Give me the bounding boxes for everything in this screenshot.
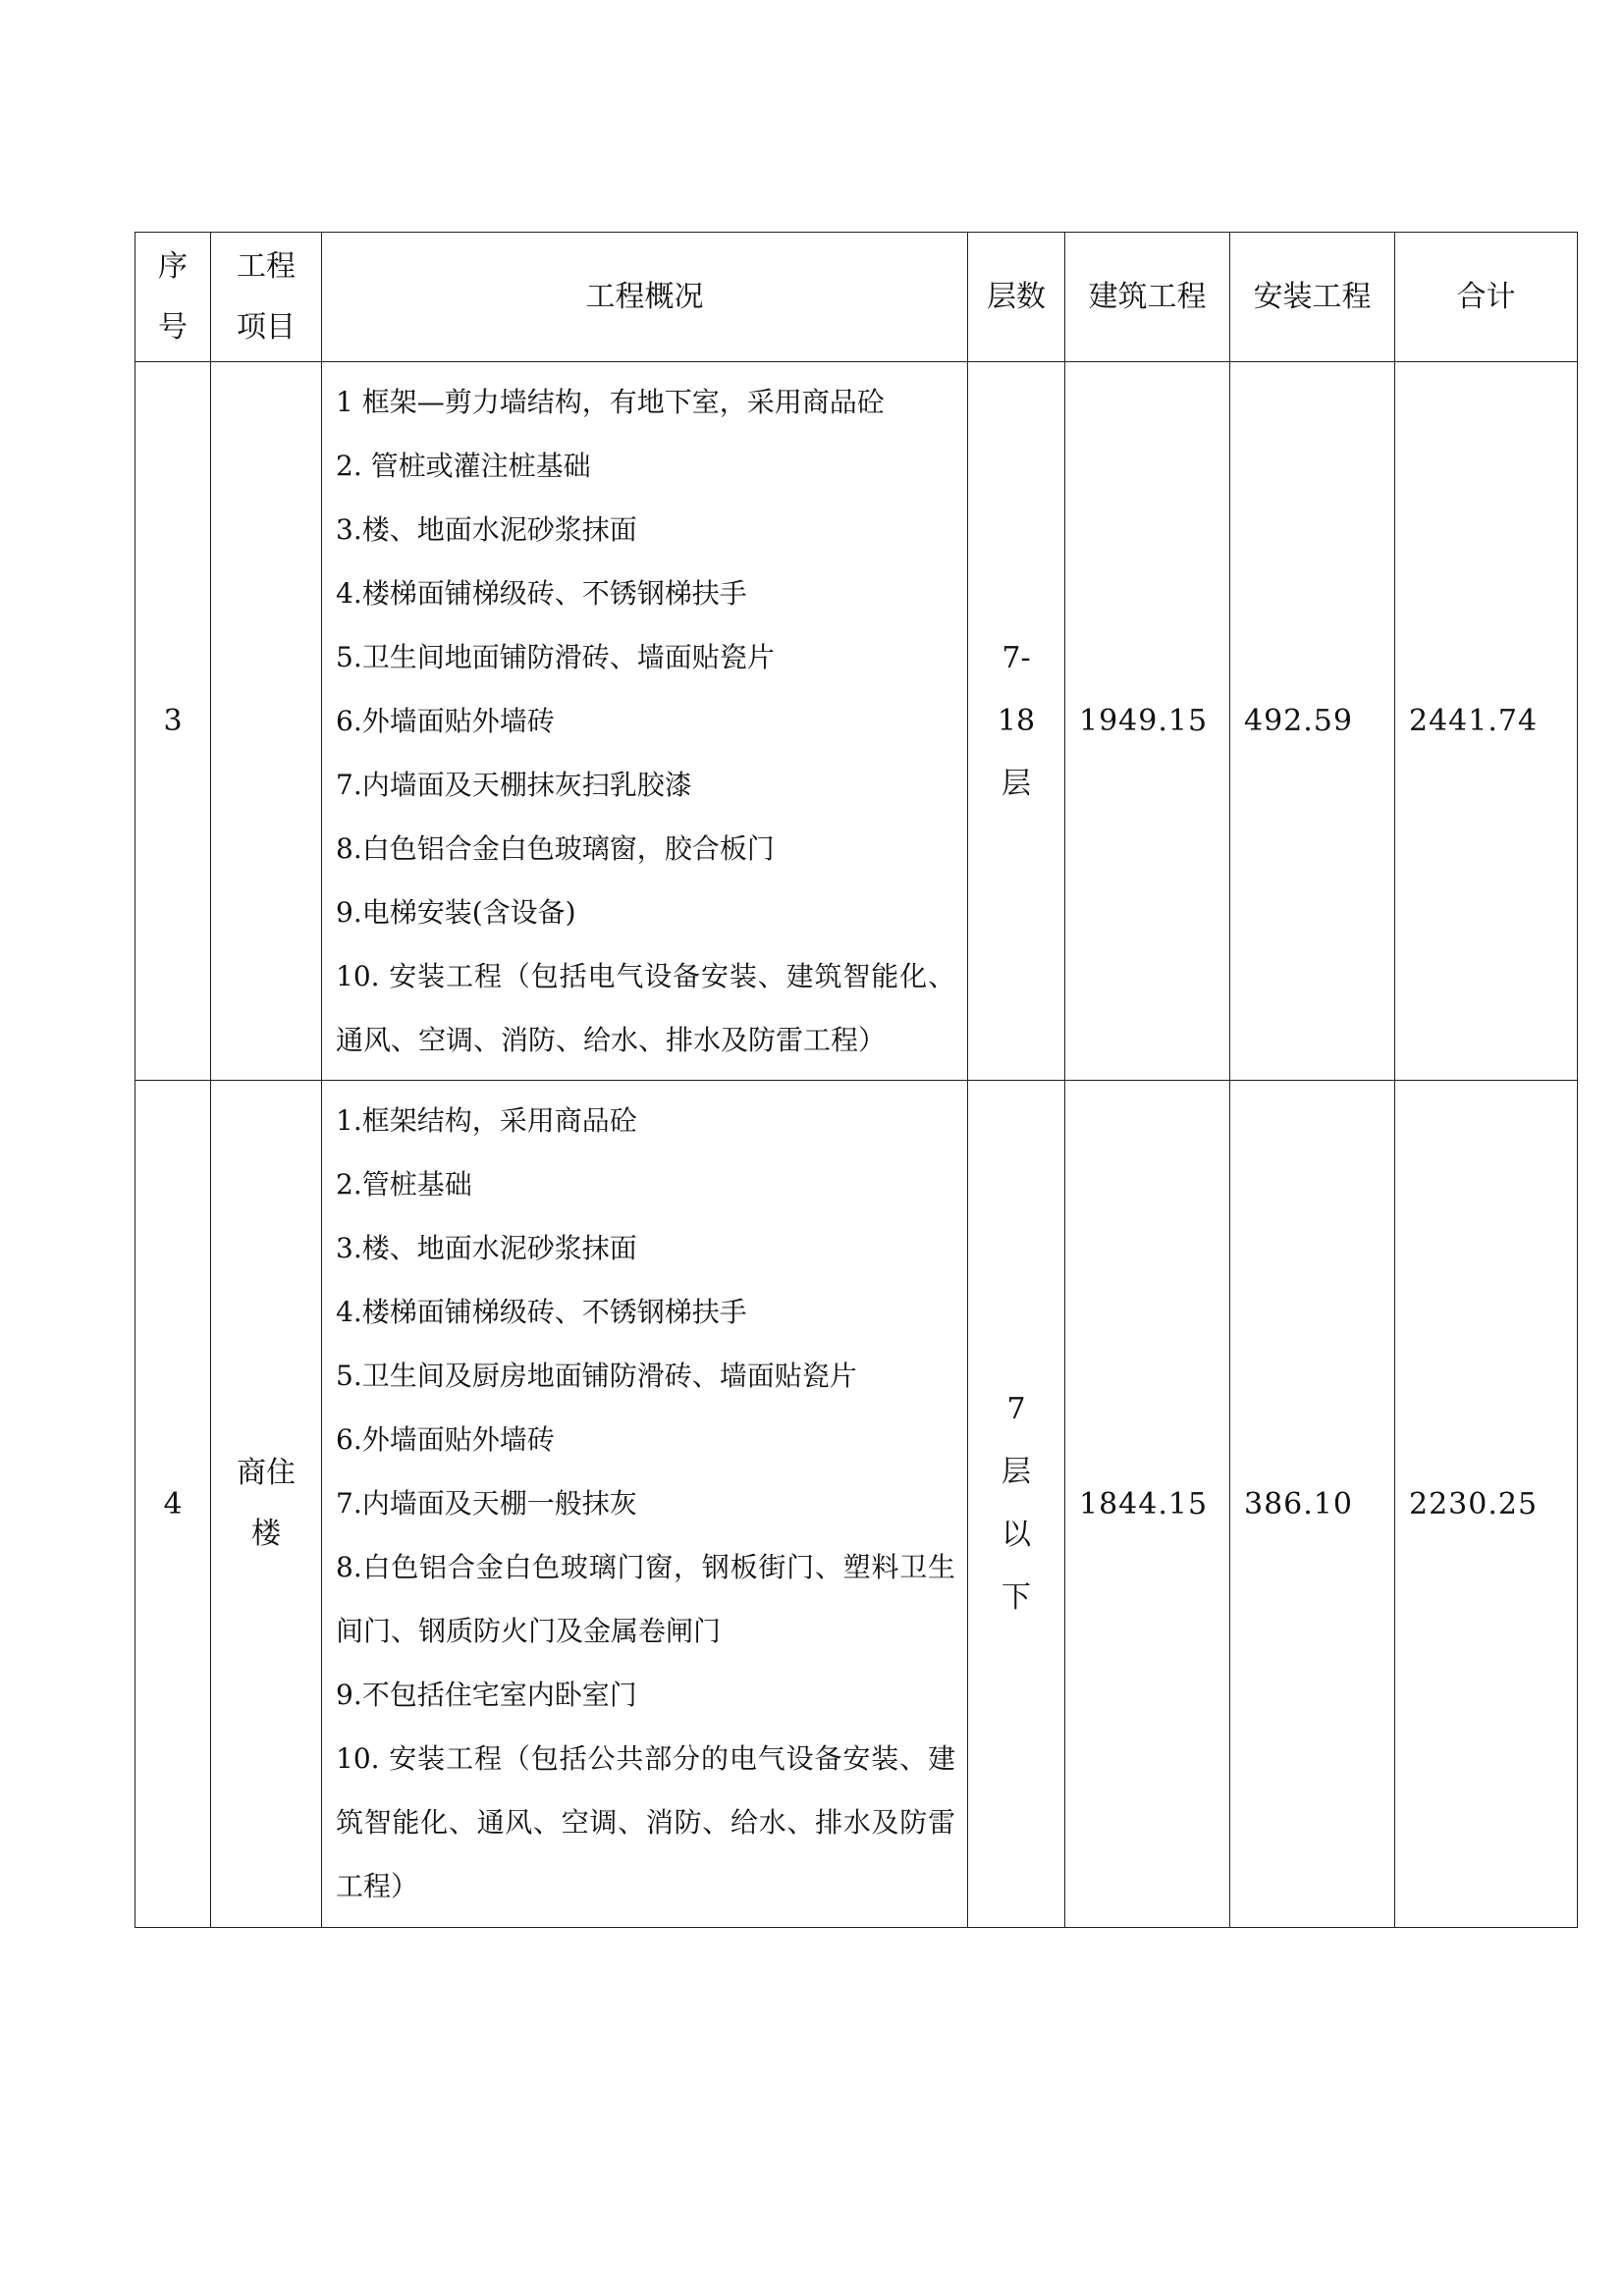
table-row <box>135 362 1578 1081</box>
row-seq: 4 <box>135 1081 211 1928</box>
overview-item: 7.内墙面及天棚一般抹灰 <box>336 1487 637 1520</box>
overview-item: 1.框架结构，采用商品砼 <box>336 1104 637 1137</box>
overview-item: 2. 管桩或灌注桩基础 <box>336 450 591 482</box>
row-seq: 3 <box>135 362 211 1081</box>
row-floors: 7层以下 <box>968 1081 1065 1928</box>
overview-item: 5.卫生间及厨房地面铺防滑砖、墙面贴瓷片 <box>336 1360 857 1392</box>
overview-item: 1 框架—剪力墙结构，有地下室，采用商品砼 <box>336 386 885 418</box>
row-overview <box>322 1081 968 1928</box>
row-total: 2441.74 <box>1395 362 1578 1081</box>
row-floors: 7-18层 <box>968 362 1065 1081</box>
overview-item: 6.外墙面贴外墙砖 <box>336 705 555 737</box>
overview-item: 2.管桩基础 <box>336 1168 472 1201</box>
overview-item: 8.白色铝合金白色玻璃窗，胶合板门 <box>336 832 775 865</box>
header-row <box>135 233 1578 362</box>
overview-item: 3.楼、地面水泥砂浆抹面 <box>336 1232 637 1264</box>
row-building: 1844.15 <box>1065 1081 1230 1928</box>
header-install: 安装工程 <box>1230 233 1395 362</box>
overview-item: 4.楼梯面铺梯级砖、不锈钢梯扶手 <box>336 577 747 610</box>
header-building: 建筑工程 <box>1065 233 1230 362</box>
row-project <box>211 362 322 1081</box>
overview-item: 4.楼梯面铺梯级砖、不锈钢梯扶手 <box>336 1296 747 1328</box>
overview-item: 10. 安装工程（包括公共部分的电气设备安装、建筑智能化、通风、空调、消防、给水、排水及防雷工程） <box>336 1742 955 1902</box>
overview-item: 9.电梯安装(含设备) <box>336 896 576 929</box>
header-seq: 序号 <box>135 233 211 362</box>
overview-item: 7.内墙面及天棚抹灰扫乳胶漆 <box>336 769 692 801</box>
header-total: 合计 <box>1395 233 1578 362</box>
header-project: 工程项目 <box>211 233 322 362</box>
overview-item: 6.外墙面贴外墙砖 <box>336 1423 555 1456</box>
row-project: 商住楼 <box>211 1081 322 1928</box>
overview-item: 8.白色铝合金白色玻璃门窗，钢板街门、塑料卫生间门、钢质防火门及金属卷闸门 <box>336 1551 955 1647</box>
overview-item: 9.不包括住宅室内卧室门 <box>336 1679 637 1711</box>
overview-item: 5.卫生间地面铺防滑砖、墙面贴瓷片 <box>336 641 775 673</box>
overview-item: 3.楼、地面水泥砂浆抹面 <box>336 513 637 546</box>
row-total: 2230.25 <box>1395 1081 1578 1928</box>
row-install: 492.59 <box>1230 362 1395 1081</box>
header-overview: 工程概况 <box>322 233 968 362</box>
overview-item: 10. 安装工程（包括电气设备安装、建筑智能化、通风、空调、消防、给水、排水及防雷工程） <box>336 960 955 1056</box>
cost-table <box>135 232 1578 1928</box>
row-overview <box>322 362 968 1081</box>
row-install: 386.10 <box>1230 1081 1395 1928</box>
header-floors: 层数 <box>968 233 1065 362</box>
row-building: 1949.15 <box>1065 362 1230 1081</box>
table-row <box>135 1081 1578 1928</box>
